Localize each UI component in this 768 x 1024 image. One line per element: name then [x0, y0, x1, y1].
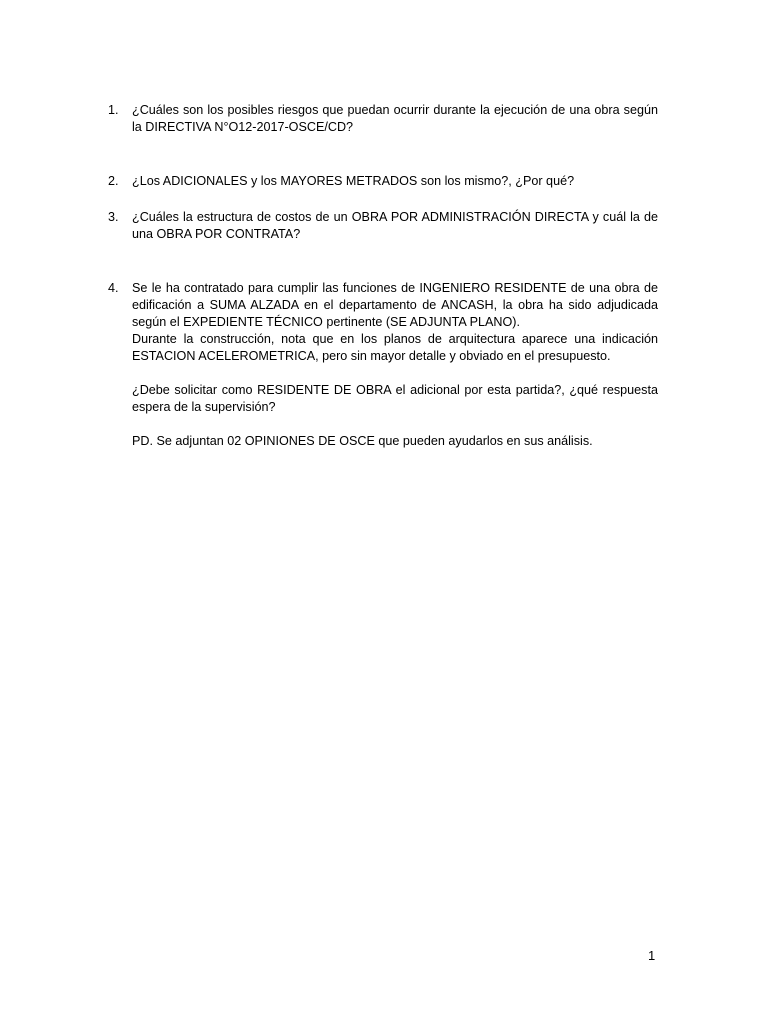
page-number: 1: [648, 948, 656, 963]
question-paragraph: ¿Debe solicitar como RESIDENTE DE OBRA el adicional por esta partida?, ¿qué respuesta espera de la supervisión?: [132, 383, 658, 414]
question-paragraph: Se le ha contratado para cumplir las funciones de INGENIERO RESIDENTE de una obra de edificación a SUMA ALZADA en el departamento de ANCASH, la obra ha sido adjudicada según el EXPEDIENTE TÉCNICO pertinente (SE ADJUNTA PLANO).: [132, 281, 658, 329]
postscript-note: PD. Se adjuntan 02 OPINIONES DE OSCE que pueden ayudarlos en sus análisis.: [132, 434, 593, 448]
question-paragraph: Durante la construcción, nota que en los planos de arquitectura aparece una indicación ESTACION ACELEROMETRICA, pero sin mayor detalle y obviado en el presupuesto.: [132, 332, 658, 363]
question-body: [132, 209, 658, 243]
question-text: ¿Los ADICIONALES y los MAYORES METRADOS son los mismo?, ¿Por qué?: [132, 174, 575, 188]
question-number: 1.: [108, 103, 119, 117]
question-body: [132, 173, 658, 190]
question-body: [132, 280, 658, 450]
question-1: [108, 102, 658, 136]
question-3: [108, 209, 658, 243]
question-text: ¿Cuáles son los posibles riesgos que puedan ocurrir durante la ejecución de una obra según la DIRECTIVA N°O12-2017-OSCE/CD?: [132, 103, 658, 134]
question-4: [108, 280, 658, 450]
question-body: [132, 102, 658, 136]
question-2: [108, 173, 658, 190]
question-number: 2.: [108, 174, 119, 188]
question-text: ¿Cuáles la estructura de costos de un OBRA POR ADMINISTRACIÓN DIRECTA y cuál la de una OBRA POR CONTRATA?: [132, 210, 658, 241]
question-number: 3.: [108, 210, 119, 224]
question-number: 4.: [108, 281, 119, 295]
